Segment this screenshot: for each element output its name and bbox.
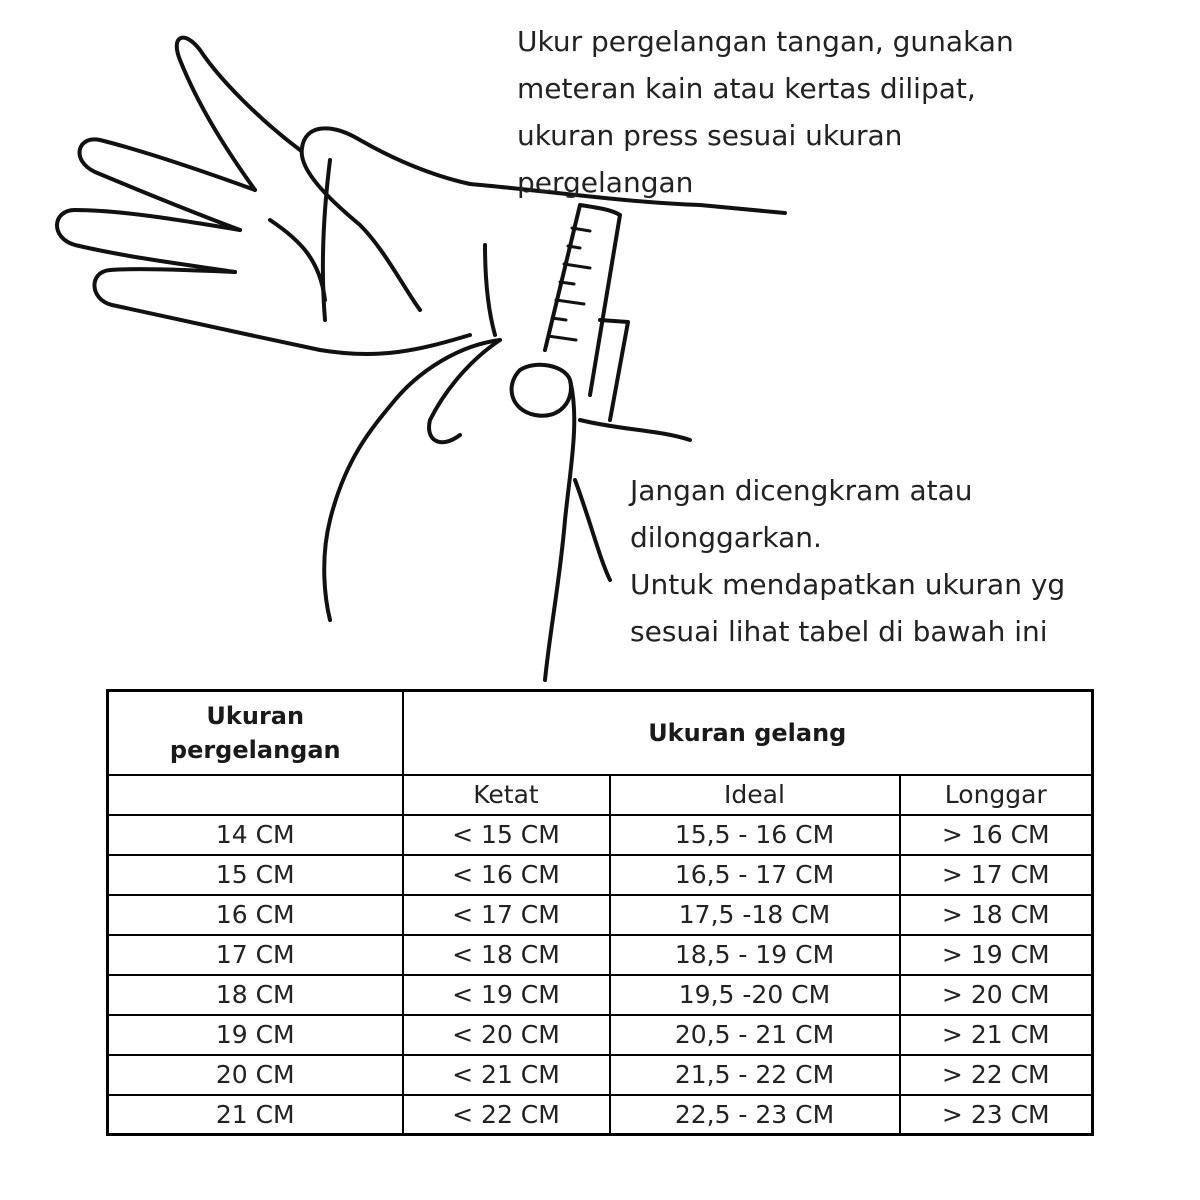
cell-longgar: > 16 CM [900, 815, 1093, 855]
header-wrist-size [108, 691, 403, 775]
tape-ticks [548, 228, 590, 340]
table-subheader-row [108, 775, 1093, 815]
cell-wrist: 18 CM [108, 975, 403, 1015]
cell-ketat: < 20 CM [403, 1015, 610, 1055]
cell-ideal: 20,5 - 21 CM [610, 1015, 900, 1055]
header-bracelet-size: Ukuran gelang [403, 691, 1093, 775]
measuring-hand-finger [429, 340, 500, 442]
cell-ideal: 22,5 - 23 CM [610, 1095, 900, 1135]
cell-wrist: 20 CM [108, 1055, 403, 1095]
cell-ideal: 19,5 -20 CM [610, 975, 900, 1015]
table-row [108, 1095, 1093, 1135]
cell-wrist: 15 CM [108, 855, 403, 895]
measuring-tape-lower [600, 320, 628, 420]
cell-wrist: 19 CM [108, 1015, 403, 1055]
table-row [108, 815, 1093, 855]
cell-ideal: 18,5 - 19 CM [610, 935, 900, 975]
table-row [108, 975, 1093, 1015]
cell-longgar: > 22 CM [900, 1055, 1093, 1095]
header-wrist-line: Ukuran [206, 701, 305, 730]
cell-longgar: > 18 CM [900, 895, 1093, 935]
cell-ideal: 16,5 - 17 CM [610, 855, 900, 895]
forearm-bottom-line [320, 335, 470, 354]
header-wrist-line: pergelangan [169, 735, 341, 764]
cell-wrist: 14 CM [108, 815, 403, 855]
cell-ideal: 21,5 - 22 CM [610, 1055, 900, 1095]
cell-longgar: > 21 CM [900, 1015, 1093, 1055]
instruction-line: meteran kain atau kertas dilipat, [517, 72, 976, 105]
cell-ketat: < 22 CM [403, 1095, 610, 1135]
cell-wrist: 21 CM [108, 1095, 403, 1135]
cell-longgar: > 17 CM [900, 855, 1093, 895]
measuring-hand-palm [545, 380, 574, 680]
instruction-text-top [517, 18, 1057, 206]
subheader-ideal: Ideal [610, 775, 900, 815]
instruction-line: pergelangan [517, 166, 694, 199]
instruction-line: ukuran press sesuai ukuran [517, 119, 903, 152]
table-row [108, 895, 1093, 935]
measuring-hand-back [324, 340, 500, 620]
thumb-line [302, 128, 470, 310]
cell-wrist: 17 CM [108, 935, 403, 975]
subheader-ketat: Ketat [403, 775, 610, 815]
instruction-line: Ukur pergelangan tangan, gunakan [517, 25, 1014, 58]
measuring-hand-thumb [512, 365, 571, 416]
cell-ketat: < 18 CM [403, 935, 610, 975]
instruction-line: dilonggarkan. [630, 521, 822, 554]
subheader-empty [108, 775, 403, 815]
table-row [108, 1015, 1093, 1055]
instruction-line: Untuk mendapatkan ukuran yg [630, 568, 1066, 601]
instruction-line: Jangan dicengkram atau [630, 474, 973, 507]
cell-ketat: < 19 CM [403, 975, 610, 1015]
palm-crease-3 [485, 245, 495, 335]
table-row [108, 855, 1093, 895]
cell-ketat: < 17 CM [403, 895, 610, 935]
instruction-text-bottom [630, 467, 1150, 655]
cell-ketat: < 21 CM [403, 1055, 610, 1095]
cell-wrist: 16 CM [108, 895, 403, 935]
cell-longgar: > 19 CM [900, 935, 1093, 975]
cell-longgar: > 20 CM [900, 975, 1093, 1015]
cell-ideal: 17,5 -18 CM [610, 895, 900, 935]
bracelet-size-table [106, 689, 1094, 1136]
instruction-line: sesuai lihat tabel di bawah ini [630, 615, 1048, 648]
finger-line-4 [94, 269, 320, 350]
cell-ketat: < 15 CM [403, 815, 610, 855]
table-header-row [108, 691, 1093, 775]
table-row [108, 935, 1093, 975]
palm-crease-2 [270, 220, 325, 300]
cell-ideal: 15,5 - 16 CM [610, 815, 900, 855]
cell-ketat: < 16 CM [403, 855, 610, 895]
table-row [108, 1055, 1093, 1095]
subheader-longgar: Longgar [900, 775, 1093, 815]
cell-longgar: > 23 CM [900, 1095, 1093, 1135]
